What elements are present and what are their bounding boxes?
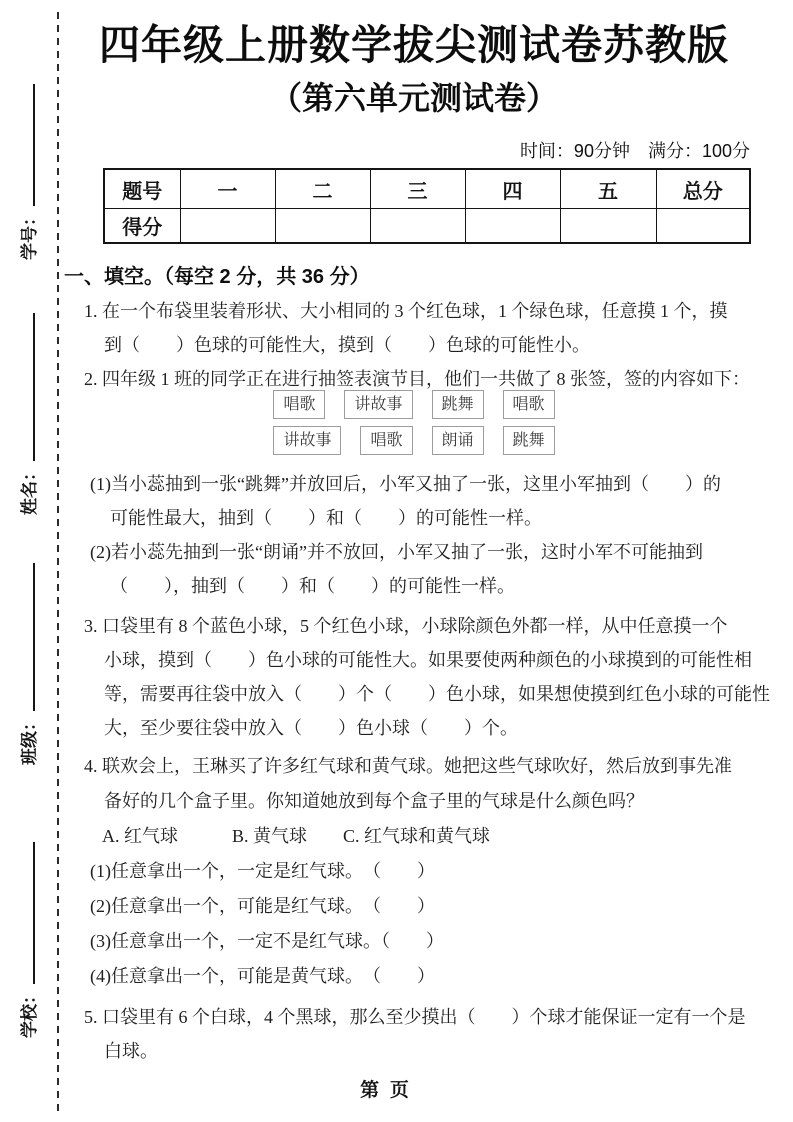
sign-box: 讲故事 [273,426,341,455]
score-header-cell: 一 [180,169,275,209]
question-1-line-1: 1. 在一个布袋里装着形状、大小相同的 3 个红色球，1 个绿色球，任意摸 1 个，摸 [84,301,728,321]
sign-box: 朗诵 [432,426,484,455]
paper-subtitle: （第六单元测试卷） [269,80,558,116]
question-2-sub-1 [64,467,764,535]
sign-box: 跳舞 [503,426,555,455]
question-4-line-1: 4. 联欢会上，王琳买了许多红气球和黄气球。她把这些气球吹好，然后放到事先准 [84,756,732,776]
question-5-line-2: 白球。 [104,1041,158,1061]
question-4-line-2: 备好的几个盒子里。你知道她放到每个盒子里的气球是什么颜色吗？ [104,791,644,811]
write-line [33,842,35,984]
lottery-signs-grid [64,390,764,455]
question-2-sub-2-line-1: (2)若小蕊先抽到一张“朗诵”并不放回，小军又抽了一张，这时小军不可能抽到 [90,542,703,562]
question-2 [64,362,764,603]
time-and-score-meta: 时间：90分钟 满分：100分 [519,141,750,161]
question-3-line-2: 小球，摸到（ ）色小球的可能性大。如果要使两种颜色的小球摸到的可能性相 [104,650,752,670]
score-table-header-row [104,169,750,209]
question-2-sub-2 [64,535,764,603]
question-4-sub-4: (4)任意拿出一个，可能是黄气球。 （ ） [90,966,435,986]
write-line [33,563,35,711]
question-4-sub-2: (2)任意拿出一个，可能是红气球。 （ ） [90,896,435,916]
question-3-line-1: 3. 口袋里有 8 个蓝色小球，5 个红色小球，小球除颜色外都一样，从中任意摸一个 [84,616,728,636]
question-5 [64,1000,764,1068]
score-header-cell: 三 [370,169,465,209]
score-cell-empty [275,209,370,244]
question-3-line-3: 等，需要再往袋中放入（ ）个（ ）色小球，如果想使摸到红色小球的可能性 [104,684,770,704]
class-label: 班级： [20,714,39,765]
school-label: 学校： [20,987,39,1038]
score-header-cell: 总分 [656,169,750,209]
sign-box: 唱歌 [273,390,325,419]
write-line [33,84,35,206]
sign-box: 唱歌 [360,426,412,455]
score-header-cell: 题号 [104,169,180,209]
question-2-sub-1-line-2: 可能性最大，抽到（ ）和（ ）的可能性一样。 [110,508,542,528]
binding-dashed-line [57,12,59,1112]
signs-row-1 [273,390,554,419]
sign-box: 跳舞 [432,390,484,419]
score-cell-empty [656,209,750,244]
section-1 [64,260,770,1108]
question-2-intro: 2. 四年级 1 班的同学正在进行抽签表演节目，他们一共做了 8 张签，签的内容如下： [84,369,750,389]
score-row-label: 得分 [104,209,180,244]
sign-box: 讲故事 [344,390,412,419]
student-name-field [16,313,42,515]
question-2-sub-2-line-2: （ ），抽到（ ）和（ ）的可能性一样。 [110,576,515,596]
question-2-sub-1-line-1: (1)当小蕊抽到一张“跳舞”并放回后，小军又抽了一张，这里小军抽到（ ）的 [90,474,721,494]
signs-row-2 [273,426,554,455]
write-line [33,313,35,461]
question-3-line-4: 大，至少要往袋中放入（ ）色小球（ ）个。 [104,718,518,738]
question-5-line-1: 5. 口袋里有 6 个白球，4 个黑球，那么至少摸出（ ）个球才能保证一定有一个是 [84,1007,746,1027]
score-cell-empty [370,209,465,244]
question-4-options: A. 红气球 B. 黄气球 C. 红气球和黄气球 [102,826,491,846]
score-cell-empty [465,209,560,244]
score-header-cell: 五 [560,169,656,209]
paper-title: 四年级上册数学拔尖测试卷苏教版 [99,22,729,68]
class-field [16,563,42,765]
question-3 [64,609,770,745]
score-table-score-row [104,209,750,244]
score-table [103,168,751,244]
question-4-sub-1: (1)任意拿出一个，一定是红气球。 （ ） [90,861,435,881]
score-cell-empty [560,209,656,244]
sign-box: 唱歌 [503,390,555,419]
student-number-label: 学号： [20,209,39,260]
student-name-label: 姓名： [20,464,39,515]
question-1 [64,294,764,362]
school-field [16,842,42,1038]
question-4 [64,749,764,994]
question-1-line-2: 到（ ）色球的可能性大，摸到（ ）色球的可能性小。 [104,335,590,355]
paper-main [64,0,770,1108]
student-number-field [16,84,42,260]
section-1-heading: 一、填空。（每空 2 分，共 36 分） [64,266,370,288]
score-header-cell: 二 [275,169,370,209]
score-cell-empty [180,209,275,244]
question-4-sub-3: (3)任意拿出一个，一定不是红气球。（ ） [90,931,444,951]
score-header-cell: 四 [465,169,560,209]
page-footer: 第 页 [360,1080,412,1101]
